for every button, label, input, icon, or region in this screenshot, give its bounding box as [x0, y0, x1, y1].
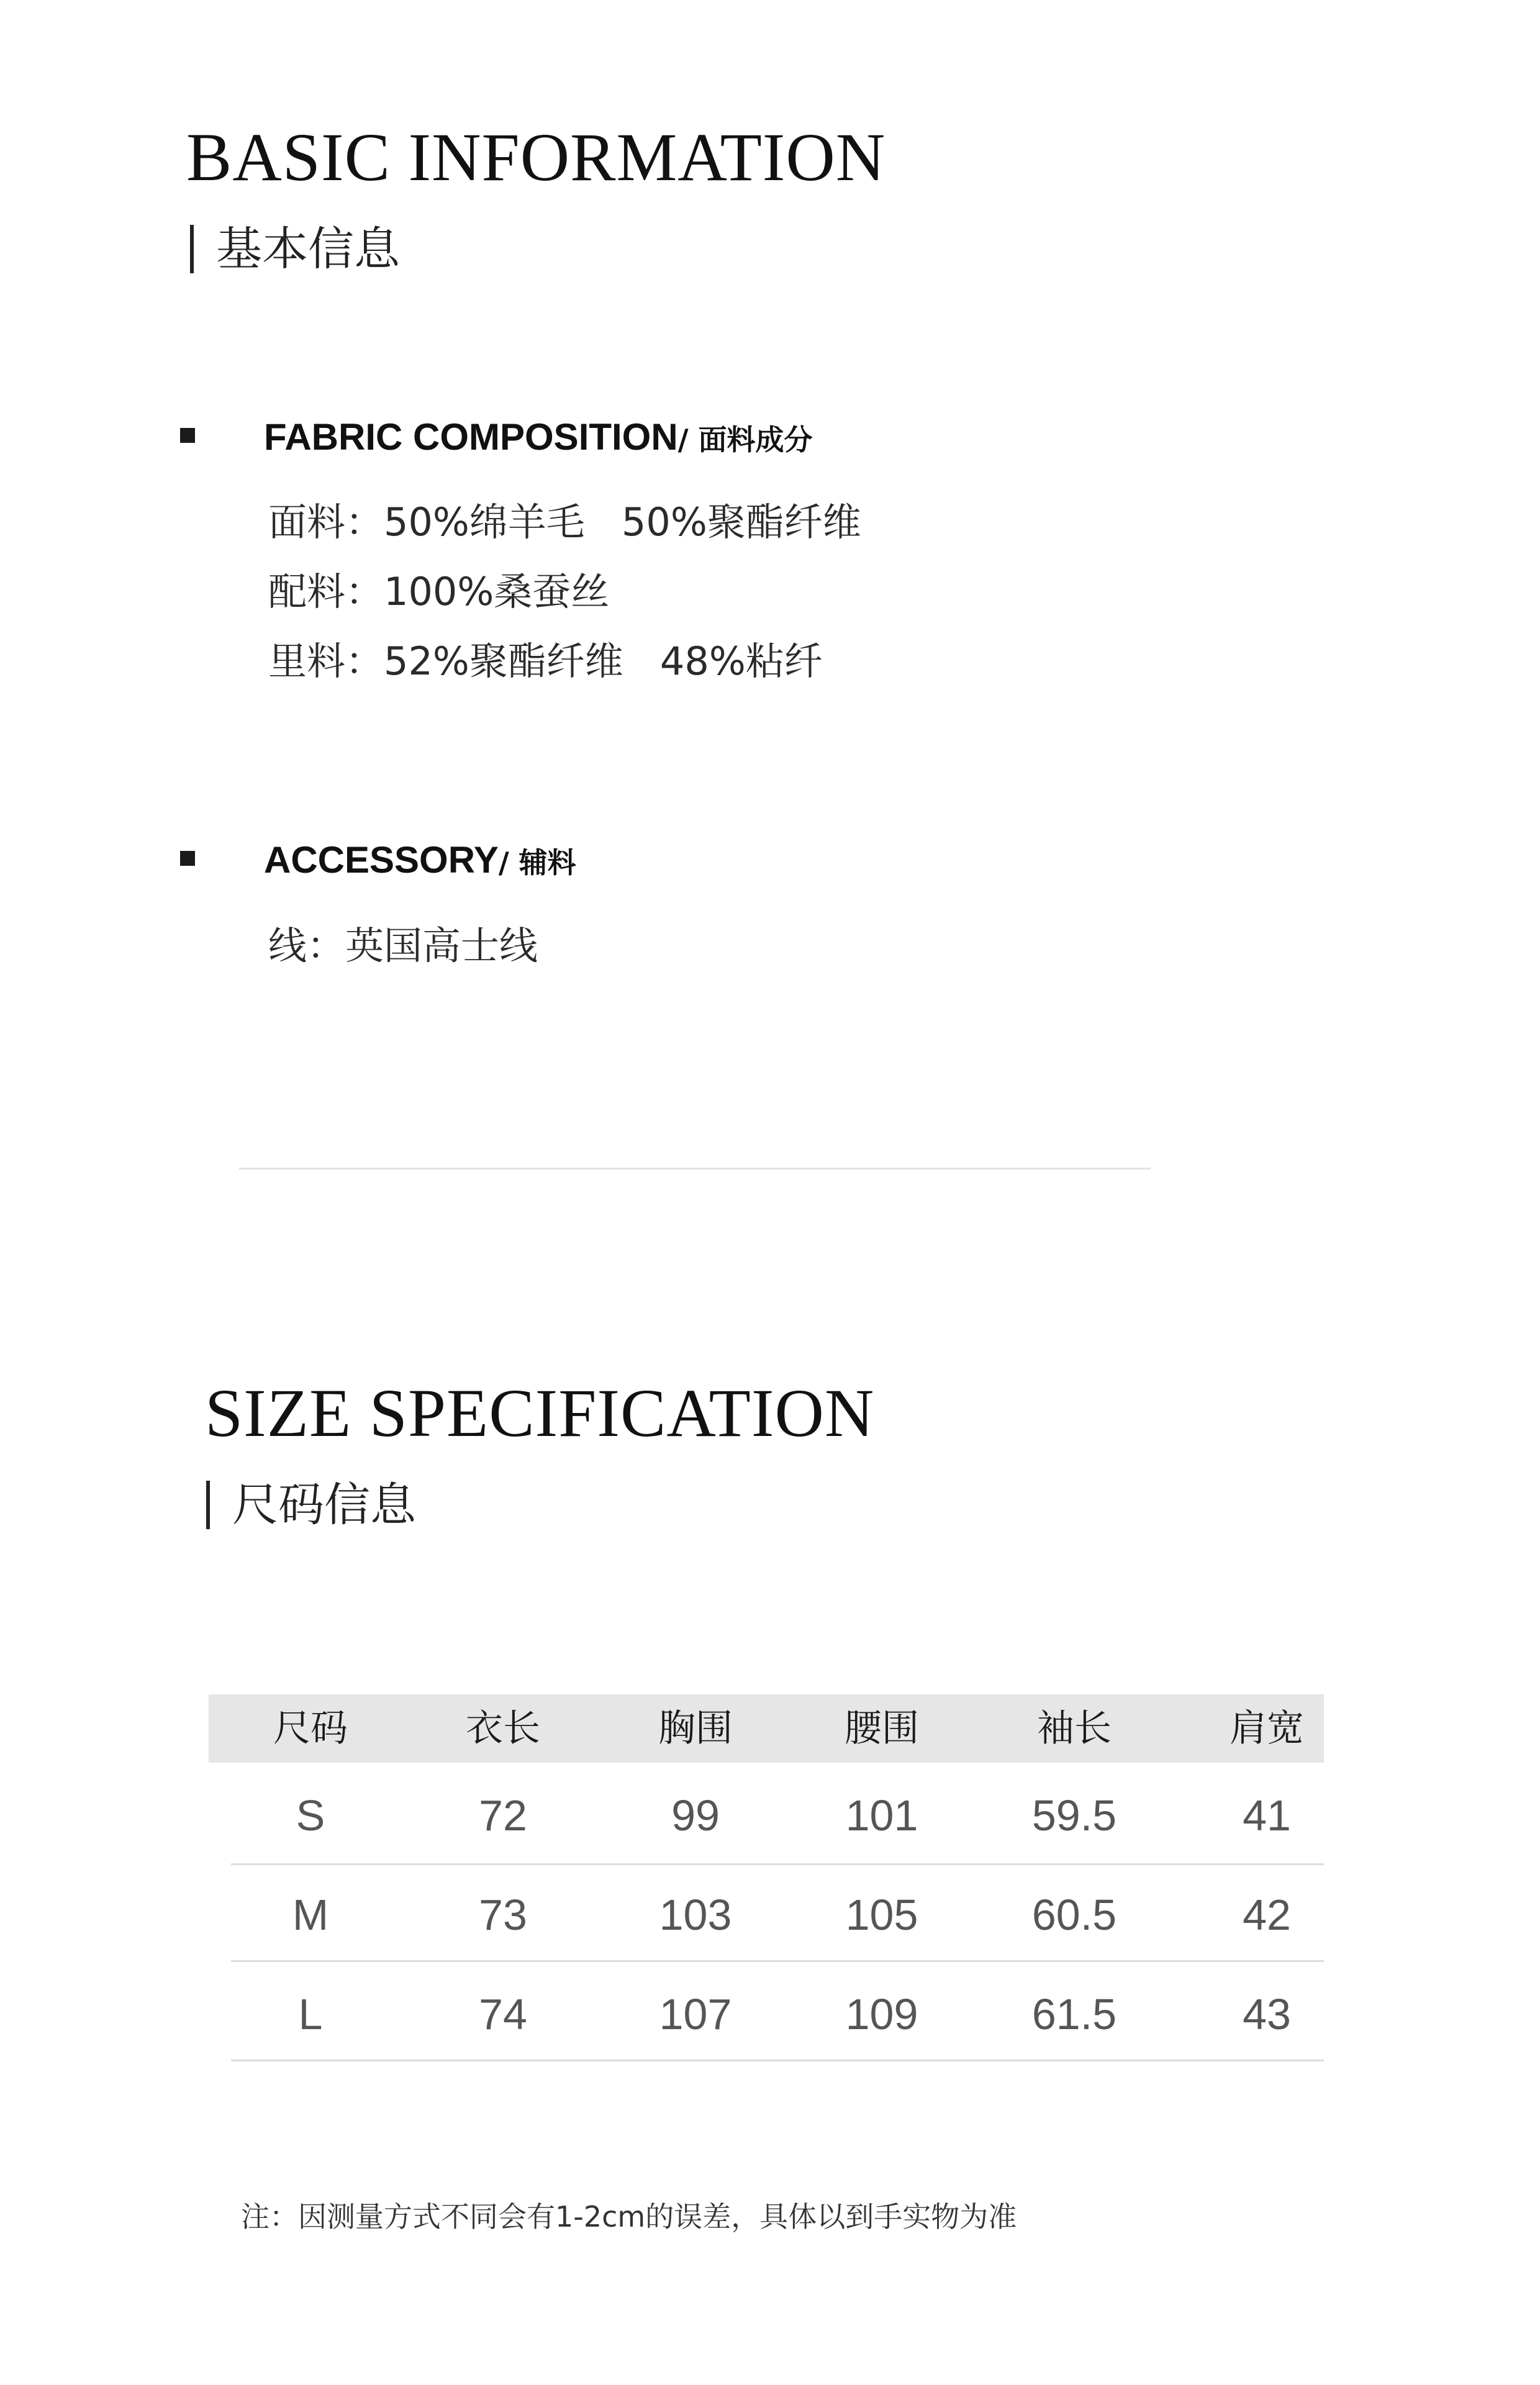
table-cell: 41 [1243, 1791, 1291, 1840]
header-cell: 胸围 [658, 1707, 733, 1750]
table-cell: 109 [845, 1990, 918, 2038]
fabric-title-cn: / 面料成分 [677, 423, 813, 457]
size-spec-title-cn [206, 1478, 416, 1532]
accessory-title-cn: / 辅料 [498, 846, 576, 879]
measurement-note: 注：因测量方式不同会有1-2cm的误差，具体以到手实物为准 [241, 2200, 1017, 2233]
table-cell: 99 [671, 1791, 720, 1840]
header-cell: 袖长 [1037, 1707, 1112, 1750]
fabric-line: 里料：52%聚酯纤维 48%粘纤 [268, 638, 823, 684]
accessory-section-title [264, 839, 576, 881]
basic-info-title-cn [190, 222, 400, 276]
header-cell: 腰围 [845, 1707, 919, 1750]
table-cell: L [298, 1990, 323, 2038]
title-bar-marker [206, 1481, 210, 1529]
table-cell: 73 [479, 1891, 527, 1939]
fabric-line: 配料：100%桑蚕丝 [268, 569, 610, 614]
title-bar-marker [190, 225, 194, 273]
size-table [209, 1694, 1324, 2067]
table-cell: 59.5 [1031, 1791, 1117, 1840]
table-cell: 107 [659, 1990, 732, 2038]
table-cell: 101 [845, 1791, 918, 1840]
size-table-header [209, 1694, 1324, 1763]
table-cell: 74 [479, 1990, 527, 2038]
table-cell: 60.5 [1031, 1891, 1117, 1939]
table-cell: 61.5 [1031, 1990, 1117, 2038]
table-cell: S [296, 1791, 325, 1840]
table-cell: 72 [479, 1791, 527, 1840]
accessory-title-en: ACCESSORY [264, 839, 499, 881]
square-bullet-icon [180, 851, 195, 866]
size-spec-title-en: SIZE SPECIFICATION [205, 1375, 875, 1451]
section-divider [239, 1168, 1151, 1170]
fabric-line: 面料：50%绵羊毛 50%聚酯纤维 [268, 499, 861, 545]
table-cell: M [292, 1891, 329, 1939]
basic-info-title-cn-text: 基本信息 [216, 222, 400, 276]
size-spec-title-cn-text: 尺码信息 [232, 1478, 416, 1532]
fabric-title-en: FABRIC COMPOSITION [264, 416, 678, 458]
accessory-line: 线：英国高士线 [268, 923, 538, 968]
table-row [209, 1763, 1324, 1862]
basic-info-title-en: BASIC INFORMATION [186, 119, 886, 195]
table-row [209, 1961, 1324, 2058]
row-divider [231, 2060, 1324, 2061]
table-cell: 42 [1243, 1891, 1291, 1939]
header-cell: 尺码 [273, 1707, 348, 1750]
table-cell: 105 [845, 1891, 918, 1939]
square-bullet-icon [180, 428, 195, 443]
header-cell: 肩宽 [1230, 1707, 1304, 1750]
table-cell: 43 [1243, 1990, 1291, 2038]
table-cell: 103 [659, 1891, 732, 1939]
fabric-section-title [264, 416, 813, 458]
header-cell: 衣长 [466, 1707, 540, 1750]
table-row [209, 1863, 1324, 1960]
